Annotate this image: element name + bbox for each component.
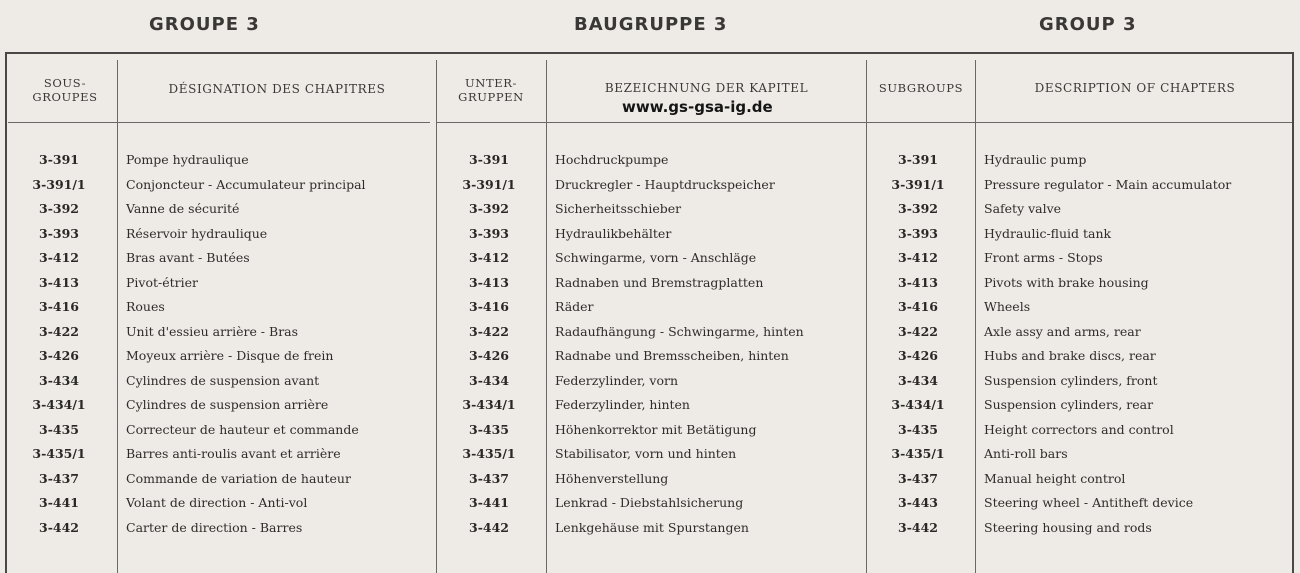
subgroup-code-de: 3-412 xyxy=(469,250,509,265)
subgroup-code-de: 3-422 xyxy=(469,324,509,339)
table-row xyxy=(0,373,1300,395)
chapter-description-fr: Bras avant - Butées xyxy=(126,250,250,265)
table-row xyxy=(0,226,1300,248)
subgroup-code-de: 3-392 xyxy=(469,201,509,216)
header-de-description: BEZEICHNUNG DER KAPITEL xyxy=(604,81,809,95)
subgroup-code-en: 3-437 xyxy=(898,471,938,486)
subgroup-code-de: 3-391 xyxy=(469,152,509,167)
chapter-description-de: Schwingarme, vorn - Anschläge xyxy=(555,250,757,265)
chapter-description-fr: Pivot-étrier xyxy=(126,275,199,290)
chapter-description-de: Lenkrad - Diebstahlsicherung xyxy=(555,495,744,510)
chapter-description-en: Pivots with brake housing xyxy=(984,275,1149,290)
chapter-description-en: Suspension cylinders, front xyxy=(984,373,1158,388)
chapter-description-en: Pressure regulator - Main accumulator xyxy=(984,177,1232,192)
subgroup-code-fr: 3-391/1 xyxy=(32,177,86,192)
header-fr-subgroups-line2: GROUPES xyxy=(32,90,98,104)
table-row xyxy=(0,299,1300,321)
chapter-description-fr: Cylindres de suspension avant xyxy=(126,373,320,388)
chapter-description-en: Height correctors and control xyxy=(984,422,1174,437)
subgroup-code-fr: 3-413 xyxy=(39,275,79,290)
chapter-description-en: Hydraulic pump xyxy=(984,152,1087,167)
subgroup-code-en: 3-412 xyxy=(898,250,938,265)
subgroup-code-de: 3-441 xyxy=(469,495,509,510)
chapter-description-de: Radnaben und Bremstragplatten xyxy=(555,275,764,290)
chapter-description-fr: Unit d'essieu arrière - Bras xyxy=(126,324,299,339)
subgroup-code-en: 3-391/1 xyxy=(891,177,945,192)
chapter-description-de: Federzylinder, vorn xyxy=(555,373,679,388)
chapter-description-en: Front arms - Stops xyxy=(984,250,1103,265)
chapter-description-fr: Cylindres de suspension arrière xyxy=(126,397,329,412)
chapter-description-de: Hochdruckpumpe xyxy=(555,152,669,167)
chapter-description-en: Suspension cylinders, rear xyxy=(984,397,1154,412)
chapter-description-fr: Volant de direction - Anti-vol xyxy=(126,495,308,510)
header-de-subgroups-line2: GRUPPEN xyxy=(458,90,524,104)
subgroup-code-fr: 3-434/1 xyxy=(32,397,86,412)
table-row xyxy=(0,348,1300,370)
subgroup-code-de: 3-416 xyxy=(469,299,509,314)
chapter-description-fr: Barres anti-roulis avant et arrière xyxy=(126,446,341,461)
chapter-description-de: Sicherheitsschieber xyxy=(555,201,682,216)
chapter-description-fr: Roues xyxy=(126,299,165,314)
subgroup-code-de: 3-442 xyxy=(469,520,509,535)
header-de-subgroups-line1: UNTER- xyxy=(465,76,517,90)
table-row xyxy=(0,471,1300,493)
table-row xyxy=(0,495,1300,517)
subgroup-code-de: 3-434 xyxy=(469,373,509,388)
watermark-url: www.gs-gsa-ig.de xyxy=(622,98,773,116)
chapter-description-de: Höhenverstellung xyxy=(555,471,669,486)
chapter-description-fr: Commande de variation de hauteur xyxy=(126,471,351,486)
subgroup-code-fr: 3-391 xyxy=(39,152,79,167)
chapter-description-fr: Réservoir hydraulique xyxy=(126,226,268,241)
subgroup-code-de: 3-391/1 xyxy=(462,177,516,192)
subgroup-code-fr: 3-412 xyxy=(39,250,79,265)
subgroup-code-fr: 3-435 xyxy=(39,422,79,437)
subgroup-code-en: 3-416 xyxy=(898,299,938,314)
subgroup-code-en: 3-443 xyxy=(898,495,938,510)
chapter-description-fr: Moyeux arrière - Disque de frein xyxy=(126,348,334,363)
chapter-description-de: Räder xyxy=(555,299,594,314)
chapter-description-de: Radnabe und Bremsscheiben, hinten xyxy=(555,348,789,363)
subgroup-code-en: 3-391 xyxy=(898,152,938,167)
table-row xyxy=(0,324,1300,346)
subgroup-code-de: 3-393 xyxy=(469,226,509,241)
table-row xyxy=(0,177,1300,199)
subgroup-code-fr: 3-426 xyxy=(39,348,79,363)
chapter-description-en: Steering housing and rods xyxy=(984,520,1152,535)
subgroup-code-fr: 3-435/1 xyxy=(32,446,86,461)
chapter-description-de: Höhenkorrektor mit Betätigung xyxy=(555,422,757,437)
table-row xyxy=(0,250,1300,272)
chapter-description-de: Stabilisator, vorn und hinten xyxy=(555,446,737,461)
subgroup-code-fr: 3-441 xyxy=(39,495,79,510)
subgroup-code-en: 3-422 xyxy=(898,324,938,339)
subgroup-code-en: 3-413 xyxy=(898,275,938,290)
chapter-description-fr: Conjoncteur - Accumulateur principal xyxy=(126,177,366,192)
subgroup-code-en: 3-435/1 xyxy=(891,446,945,461)
subgroup-code-fr: 3-437 xyxy=(39,471,79,486)
subgroup-code-en: 3-392 xyxy=(898,201,938,216)
subgroup-code-en: 3-426 xyxy=(898,348,938,363)
chapter-description-fr: Correcteur de hauteur et commande xyxy=(126,422,359,437)
subgroup-code-en: 3-393 xyxy=(898,226,938,241)
chapter-description-en: Manual height control xyxy=(984,471,1126,486)
table-row xyxy=(0,201,1300,223)
group-title-fr: GROUPE 3 xyxy=(149,14,260,35)
header-fr-subgroups xyxy=(20,76,110,104)
chapter-description-fr: Carter de direction - Barres xyxy=(126,520,303,535)
header-en-subgroups: SUBGROUPS xyxy=(878,81,964,95)
subgroup-code-de: 3-413 xyxy=(469,275,509,290)
subgroup-code-fr: 3-422 xyxy=(39,324,79,339)
chapter-description-en: Wheels xyxy=(984,299,1031,314)
header-rule xyxy=(866,122,1292,123)
header-rule xyxy=(437,122,866,123)
table-row xyxy=(0,520,1300,542)
header-fr-description: DÉSIGNATION DES CHAPITRES xyxy=(168,82,386,96)
subgroup-code-en: 3-435 xyxy=(898,422,938,437)
chapter-description-fr: Vanne de sécurité xyxy=(126,201,240,216)
group-title-de: BAUGRUPPE 3 xyxy=(574,14,728,35)
subgroup-code-fr: 3-392 xyxy=(39,201,79,216)
chapter-description-fr: Pompe hydraulique xyxy=(126,152,249,167)
table-row xyxy=(0,152,1300,174)
subgroup-code-fr: 3-416 xyxy=(39,299,79,314)
chapter-description-de: Federzylinder, hinten xyxy=(555,397,690,412)
header-de-subgroups xyxy=(446,76,536,104)
subgroup-code-en: 3-434 xyxy=(898,373,938,388)
subgroup-code-en: 3-442 xyxy=(898,520,938,535)
subgroup-code-de: 3-426 xyxy=(469,348,509,363)
subgroup-code-fr: 3-434 xyxy=(39,373,79,388)
chapter-description-de: Radaufhängung - Schwingarme, hinten xyxy=(555,324,804,339)
subgroup-code-de: 3-435/1 xyxy=(462,446,516,461)
header-fr-subgroups-line1: SOUS- xyxy=(43,76,87,90)
subgroup-code-de: 3-435 xyxy=(469,422,509,437)
chapter-description-en: Axle assy and arms, rear xyxy=(984,324,1141,339)
subgroup-code-de: 3-434/1 xyxy=(462,397,516,412)
chapter-description-de: Lenkgehäuse mit Spurstangen xyxy=(555,520,749,535)
subgroup-code-en: 3-434/1 xyxy=(891,397,945,412)
table-row xyxy=(0,275,1300,297)
chapter-description-de: Hydraulikbehälter xyxy=(555,226,672,241)
chapter-description-en: Anti-roll bars xyxy=(984,446,1068,461)
table-row xyxy=(0,446,1300,468)
header-rule xyxy=(8,122,430,123)
chapter-description-en: Steering wheel - Antitheft device xyxy=(984,495,1194,510)
chapter-description-en: Safety valve xyxy=(984,201,1062,216)
subgroup-code-de: 3-437 xyxy=(469,471,509,486)
chapter-description-en: Hydraulic-fluid tank xyxy=(984,226,1112,241)
header-en-description: DESCRIPTION OF CHAPTERS xyxy=(1034,81,1236,95)
chapter-description-de: Druckregler - Hauptdruckspeicher xyxy=(555,177,775,192)
subgroup-code-fr: 3-393 xyxy=(39,226,79,241)
subgroup-code-fr: 3-442 xyxy=(39,520,79,535)
chapter-description-en: Hubs and brake discs, rear xyxy=(984,348,1156,363)
table-row xyxy=(0,422,1300,444)
table-row xyxy=(0,397,1300,419)
group-title-en: GROUP 3 xyxy=(1039,14,1137,35)
